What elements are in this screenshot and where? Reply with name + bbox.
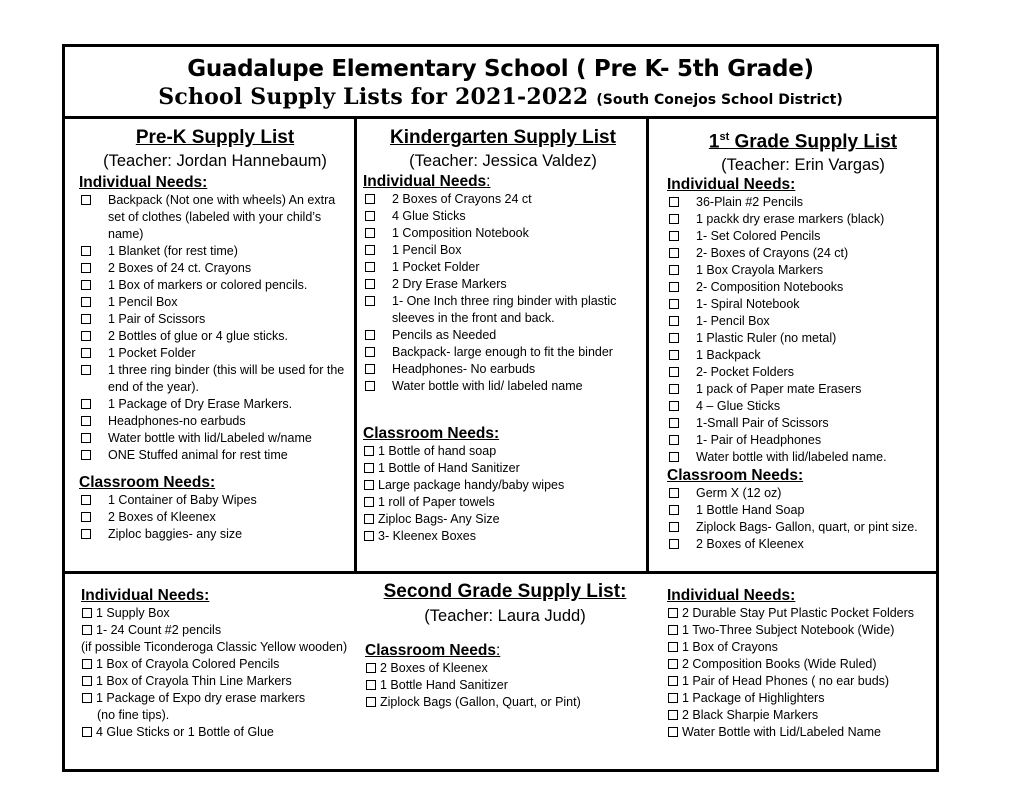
list-item: [81, 707, 361, 724]
list-item-text: 1 Package of Highlighters: [682, 691, 825, 705]
checkbox-icon[interactable]: [82, 625, 92, 635]
district-name: (South Conejos School District): [596, 92, 843, 108]
kindergarten-individual-colon: :: [486, 173, 491, 190]
list-item-text: Germ X (12 oz): [696, 486, 782, 501]
checkbox-icon[interactable]: [81, 246, 91, 256]
list-item-text: 36-Plain #2 Pencils: [696, 195, 804, 210]
checkbox-icon[interactable]: [81, 263, 91, 273]
checkbox-icon[interactable]: [669, 248, 679, 258]
list-item-text: 1 Bottle Hand Soap: [696, 503, 805, 518]
checkbox-icon[interactable]: [81, 280, 91, 290]
first-grade-title-number: 1: [708, 131, 720, 153]
list-item-text: 1- Set Colored Pencils: [696, 229, 821, 244]
first-grade-classroom-heading: Classroom Needs:: [667, 467, 804, 485]
list-item: [363, 443, 643, 460]
list-item: [79, 492, 351, 509]
checkbox-icon[interactable]: [364, 463, 374, 473]
list-item-text: 1 Pencil Box: [392, 243, 462, 257]
school-title: Guadalupe Elementary School ( Pre K- 5th Grade): [187, 56, 814, 82]
checkbox-icon[interactable]: [669, 197, 679, 207]
checkbox-icon[interactable]: [366, 680, 376, 690]
list-item-text: 4 Glue Sticks or 1 Bottle of Glue: [96, 725, 274, 739]
second-grade-title: Second Grade Supply List:: [383, 581, 627, 602]
checkbox-icon[interactable]: [669, 282, 679, 292]
list-item-text: 2 Boxes of 24 ct. Crayons: [108, 261, 252, 275]
checkbox-icon[interactable]: [82, 676, 92, 686]
checkbox-icon[interactable]: [81, 529, 91, 539]
list-item-text: 1 Bottle Hand Sanitizer: [380, 678, 508, 692]
checkbox-icon[interactable]: [669, 231, 679, 241]
list-item: [667, 605, 939, 622]
checkbox-icon[interactable]: [81, 512, 91, 522]
checkbox-icon[interactable]: [364, 514, 374, 524]
list-item-text: 1- Pair of Headphones: [696, 433, 822, 448]
prek-individual-list: [79, 192, 351, 464]
list-item-text: ONE Stuffed animal for rest time: [108, 448, 288, 462]
list-item-text: 1 Package of Expo dry erase markers: [96, 691, 306, 705]
list-item: [79, 447, 351, 464]
list-item: [79, 413, 351, 430]
list-item: [667, 536, 939, 553]
list-item: [667, 211, 939, 228]
list-item-text: 1 Pair of Scissors: [108, 312, 206, 326]
list-item: [363, 378, 643, 395]
list-item: [667, 449, 939, 466]
checkbox-icon[interactable]: [81, 495, 91, 505]
list-item-text: Headphones-no earbuds: [108, 414, 246, 428]
list-item-text: Water bottle with lid/Labeled w/name: [108, 431, 312, 445]
list-item-text: 1 Pair of Head Phones ( no ear buds): [682, 674, 890, 688]
kindergarten-individual-heading-text: Individual Needs: [363, 173, 487, 190]
kindergarten-individual-heading: [363, 173, 643, 191]
checkbox-icon[interactable]: [81, 399, 91, 409]
list-item: [363, 208, 643, 225]
column-divider-2: [646, 119, 649, 574]
checkbox-icon[interactable]: [669, 418, 679, 428]
checkbox-icon[interactable]: [364, 531, 374, 541]
first-grade-classroom-list: [667, 485, 939, 553]
list-item: [667, 262, 939, 279]
checkbox-icon[interactable]: [669, 522, 679, 532]
list-item: [667, 415, 939, 432]
list-item: [667, 330, 939, 347]
supply-lists-subtitle: School Supply Lists for 2021-2022: [158, 84, 589, 110]
list-item-text: 1 roll of Paper towels: [378, 495, 495, 509]
list-item: [667, 398, 939, 415]
list-item-text: Backpack (Not one with wheels) An extra set of clothes (labeled with your child’s name): [108, 193, 336, 241]
checkbox-icon[interactable]: [365, 211, 375, 221]
checkbox-icon[interactable]: [81, 433, 91, 443]
list-item: [667, 296, 939, 313]
checkbox-icon[interactable]: [668, 608, 678, 618]
list-item: [365, 660, 645, 677]
list-item: [363, 276, 643, 293]
row-divider: [65, 571, 936, 574]
second-grade-teacher: (Teacher: Laura Judd): [424, 607, 586, 625]
list-item: [79, 430, 351, 447]
list-item-text: 1- Spiral Notebook: [696, 297, 800, 312]
list-item-text: 1- One Inch three ring binder with plastic sleeves in the front and back.: [392, 294, 617, 325]
checkbox-icon[interactable]: [81, 450, 91, 460]
checkbox-icon[interactable]: [81, 365, 91, 375]
list-item: [79, 526, 351, 543]
prek-teacher: (Teacher: Jordan Hannebaum): [103, 152, 327, 170]
checkbox-icon[interactable]: [669, 214, 679, 224]
page-header: [65, 47, 936, 119]
list-item-text: 3- Kleenex Boxes: [378, 529, 476, 543]
kindergarten-individual-list: [363, 191, 643, 395]
list-item: [667, 690, 939, 707]
checkbox-icon[interactable]: [365, 262, 375, 272]
first-grade-title-suffix: st: [719, 131, 730, 143]
second-grade-classroom-heading-text: Classroom Needs: [365, 642, 496, 659]
checkbox-icon[interactable]: [82, 608, 92, 618]
list-item: [79, 509, 351, 526]
second-grade-classroom-colon: :: [495, 642, 501, 659]
list-item-text: 1 Box of Crayons: [682, 640, 778, 654]
list-item: [363, 344, 643, 361]
first-grade-individual-list: [667, 194, 939, 466]
list-item-text: Ziplock Bags- Gallon, quart, or pint size.: [696, 520, 918, 535]
prek-classroom-heading: Classroom Needs:: [79, 474, 216, 491]
list-item-text: 1 three ring binder (this will be used for the end of the year).: [108, 363, 345, 394]
kindergarten-teacher: (Teacher: Jessica Valdez): [409, 152, 597, 170]
checkbox-icon[interactable]: [366, 697, 376, 707]
list-item-text: 2 Durable Stay Put Plastic Pocket Folders: [682, 606, 915, 620]
second-grade-right-individual-heading: Individual Needs:: [667, 587, 796, 604]
checkbox-icon[interactable]: [365, 194, 375, 204]
list-item: [81, 622, 361, 639]
prek-column: [79, 127, 351, 543]
list-item: [667, 381, 939, 398]
supply-list-frame: [62, 44, 939, 772]
checkbox-icon[interactable]: [364, 497, 374, 507]
prek-title: Pre-K Supply List: [135, 127, 295, 148]
list-item: [79, 294, 351, 311]
checkbox-icon[interactable]: [669, 316, 679, 326]
list-item-text: Water bottle with lid/labeled name.: [696, 450, 887, 465]
list-item: [667, 656, 939, 673]
list-item: [667, 364, 939, 381]
list-item-text: 1 Pocket Folder: [392, 260, 480, 274]
list-item-text: Ziploc Bags- Any Size: [378, 512, 500, 526]
list-item: [79, 192, 351, 243]
list-item: [363, 361, 643, 378]
list-item-text: (if possible Ticonderoga Classic Yellow wooden): [81, 640, 348, 654]
checkbox-icon[interactable]: [82, 693, 92, 703]
kindergarten-classroom-list: [363, 443, 643, 545]
list-item-text: Water Bottle with Lid/Labeled Name: [682, 725, 881, 739]
list-item: [81, 724, 361, 741]
list-item: [667, 502, 939, 519]
list-item: [667, 707, 939, 724]
list-item-text: Water bottle with lid/ labeled name: [392, 379, 583, 393]
second-grade-left-column: [81, 587, 361, 741]
checkbox-icon[interactable]: [669, 539, 679, 549]
checkbox-icon[interactable]: [669, 401, 679, 411]
list-item: [81, 690, 361, 707]
list-item: [79, 260, 351, 277]
list-item: [363, 327, 643, 344]
checkbox-icon[interactable]: [668, 693, 678, 703]
checkbox-icon[interactable]: [81, 348, 91, 358]
list-item-text: 1 Backpack: [696, 348, 761, 363]
list-item-text: 2 Boxes of Kleenex: [696, 537, 804, 552]
checkbox-icon[interactable]: [81, 314, 91, 324]
list-item: [81, 605, 361, 622]
list-item-text: 1 packk dry erase markers (black): [696, 212, 885, 227]
first-grade-column: [667, 131, 939, 553]
second-grade-individual-list: [81, 605, 361, 741]
kindergarten-title: Kindergarten Supply List: [390, 127, 616, 148]
checkbox-icon[interactable]: [365, 330, 375, 340]
checkbox-icon[interactable]: [668, 625, 678, 635]
checkbox-icon[interactable]: [81, 297, 91, 307]
list-item-text: 1- 24 Count #2 pencils: [96, 623, 222, 637]
list-item-text: 4 Glue Sticks: [392, 209, 466, 223]
list-item-text: Headphones- No earbuds: [392, 362, 536, 376]
second-grade-individual-heading: Individual Needs:: [81, 587, 210, 604]
list-item-text: (no fine tips).: [97, 708, 170, 722]
list-item-text: Pencils as Needed: [392, 328, 497, 342]
checkbox-icon[interactable]: [669, 488, 679, 498]
checkbox-icon[interactable]: [669, 265, 679, 275]
list-item-text: 2 Bottles of glue or 4 glue sticks.: [108, 329, 288, 343]
second-grade-right-individual-list: [667, 605, 939, 741]
second-grade-middle-column: [365, 581, 645, 711]
list-item-text: 1 Package of Dry Erase Markers.: [108, 397, 293, 411]
list-item-text: 1 Bottle of hand soap: [378, 444, 497, 458]
checkbox-icon[interactable]: [668, 710, 678, 720]
list-item: [79, 311, 351, 328]
list-item-text: 2- Boxes of Crayons (24 ct): [696, 246, 849, 261]
kindergarten-column: [363, 127, 643, 545]
list-item-text: 1 Plastic Ruler (no metal): [696, 331, 837, 346]
list-item: [667, 194, 939, 211]
list-item: [81, 673, 361, 690]
list-item-text: 2 Composition Books (Wide Ruled): [682, 657, 877, 671]
list-item-text: 1 pack of Paper mate Erasers: [696, 382, 862, 397]
list-item-text: 1 Two-Three Subject Notebook (Wide): [682, 623, 895, 637]
prek-individual-heading: Individual Needs:: [79, 174, 208, 191]
list-item-text: 2 Boxes of Kleenex: [108, 510, 216, 524]
list-item: [667, 485, 939, 502]
checkbox-icon[interactable]: [669, 384, 679, 394]
list-item: [79, 328, 351, 345]
list-item: [667, 313, 939, 330]
list-item: [363, 477, 643, 494]
list-item-text: 1 Pencil Box: [108, 295, 178, 309]
list-item-text: 1 Box of Crayola Thin Line Markers: [96, 674, 292, 688]
list-item-text: 1 Pocket Folder: [108, 346, 196, 360]
checkbox-icon[interactable]: [365, 279, 375, 289]
checkbox-icon[interactable]: [669, 505, 679, 515]
list-item: [363, 225, 643, 242]
checkbox-icon[interactable]: [669, 299, 679, 309]
list-item: [667, 279, 939, 296]
column-divider-1: [354, 119, 357, 574]
checkbox-icon[interactable]: [365, 296, 375, 306]
list-item: [667, 519, 939, 536]
list-item-text: 1 Blanket (for rest time): [108, 244, 238, 258]
checkbox-icon[interactable]: [365, 364, 375, 374]
list-item-text: 2 Boxes of Kleenex: [380, 661, 488, 675]
checkbox-icon[interactable]: [81, 195, 91, 205]
checkbox-icon[interactable]: [365, 245, 375, 255]
list-item: [365, 677, 645, 694]
checkbox-icon[interactable]: [668, 676, 678, 686]
list-item: [667, 228, 939, 245]
list-item: [81, 656, 361, 673]
checkbox-icon[interactable]: [365, 347, 375, 357]
list-item: [363, 528, 643, 545]
first-grade-title-text: Grade Supply List: [729, 131, 898, 153]
list-item-text: 1 Bottle of Hand Sanitizer: [378, 461, 520, 475]
checkbox-icon[interactable]: [669, 350, 679, 360]
checkbox-icon[interactable]: [668, 727, 678, 737]
list-item-text: 4 – Glue Sticks: [696, 399, 781, 414]
list-item: [667, 432, 939, 449]
list-item-text: 1 Box Crayola Markers: [696, 263, 824, 278]
list-item-text: 2 Boxes of Crayons 24 ct: [392, 192, 532, 206]
list-item-text: 1 Composition Notebook: [392, 226, 529, 240]
list-item-text: 1 Container of Baby Wipes: [108, 493, 257, 507]
list-item: [667, 639, 939, 656]
checkbox-icon[interactable]: [82, 727, 92, 737]
list-item: [81, 639, 361, 656]
list-item: [667, 673, 939, 690]
checkbox-icon[interactable]: [365, 381, 375, 391]
list-item-text: 2 Black Sharpie Markers: [682, 708, 819, 722]
list-item: [79, 243, 351, 260]
checkbox-icon[interactable]: [81, 416, 91, 426]
list-item-text: Large package handy/baby wipes: [378, 478, 565, 492]
list-item-text: 2 Dry Erase Markers: [392, 277, 507, 291]
checkbox-icon[interactable]: [366, 663, 376, 673]
checkbox-icon[interactable]: [669, 333, 679, 343]
list-item-text: 1-Small Pair of Scissors: [696, 416, 829, 431]
list-item: [79, 396, 351, 413]
list-item-text: Backpack- large enough to fit the binder: [392, 345, 613, 359]
checkbox-icon[interactable]: [82, 659, 92, 669]
checkbox-icon[interactable]: [669, 367, 679, 377]
subtitle-row: [65, 84, 936, 110]
list-item: [363, 191, 643, 208]
checkbox-icon[interactable]: [669, 435, 679, 445]
list-item-text: 2- Composition Notebooks: [696, 280, 844, 295]
list-item: [79, 345, 351, 362]
list-item: [667, 724, 939, 741]
checkbox-icon[interactable]: [668, 642, 678, 652]
list-item-text: Ziploc baggies- any size: [108, 527, 243, 541]
list-item: [667, 245, 939, 262]
list-item: [667, 622, 939, 639]
list-item: [363, 259, 643, 276]
list-item-text: 1 Supply Box: [96, 606, 170, 620]
checkbox-icon[interactable]: [365, 228, 375, 238]
list-item-text: 1- Pencil Box: [696, 314, 770, 329]
list-item: [79, 277, 351, 294]
prek-classroom-list: [79, 492, 351, 543]
second-grade-classroom-heading: [365, 642, 645, 660]
list-item-text: 2- Pocket Folders: [696, 365, 794, 380]
list-item: [79, 362, 351, 396]
list-item: [363, 293, 643, 327]
checkbox-icon[interactable]: [364, 480, 374, 490]
list-item: [365, 694, 645, 711]
list-item: [667, 347, 939, 364]
list-item-text: Ziplock Bags (Gallon, Quart, or Pint): [380, 695, 581, 709]
first-grade-teacher: (Teacher: Erin Vargas): [721, 156, 885, 175]
list-item-text: 1 Box of Crayola Colored Pencils: [96, 657, 280, 671]
second-grade-classroom-list: [365, 660, 645, 711]
checkbox-icon[interactable]: [668, 659, 678, 669]
checkbox-icon[interactable]: [364, 446, 374, 456]
second-grade-right-column: [667, 587, 939, 741]
list-item: [363, 511, 643, 528]
first-grade-title: [667, 131, 939, 153]
first-grade-individual-heading: Individual Needs:: [667, 176, 796, 194]
list-item-text: 1 Box of markers or colored pencils.: [108, 278, 308, 292]
list-item: [363, 460, 643, 477]
list-item: [363, 242, 643, 259]
checkbox-icon[interactable]: [669, 452, 679, 462]
checkbox-icon[interactable]: [81, 331, 91, 341]
list-item: [363, 494, 643, 511]
kindergarten-classroom-heading: Classroom Needs:: [363, 425, 500, 442]
